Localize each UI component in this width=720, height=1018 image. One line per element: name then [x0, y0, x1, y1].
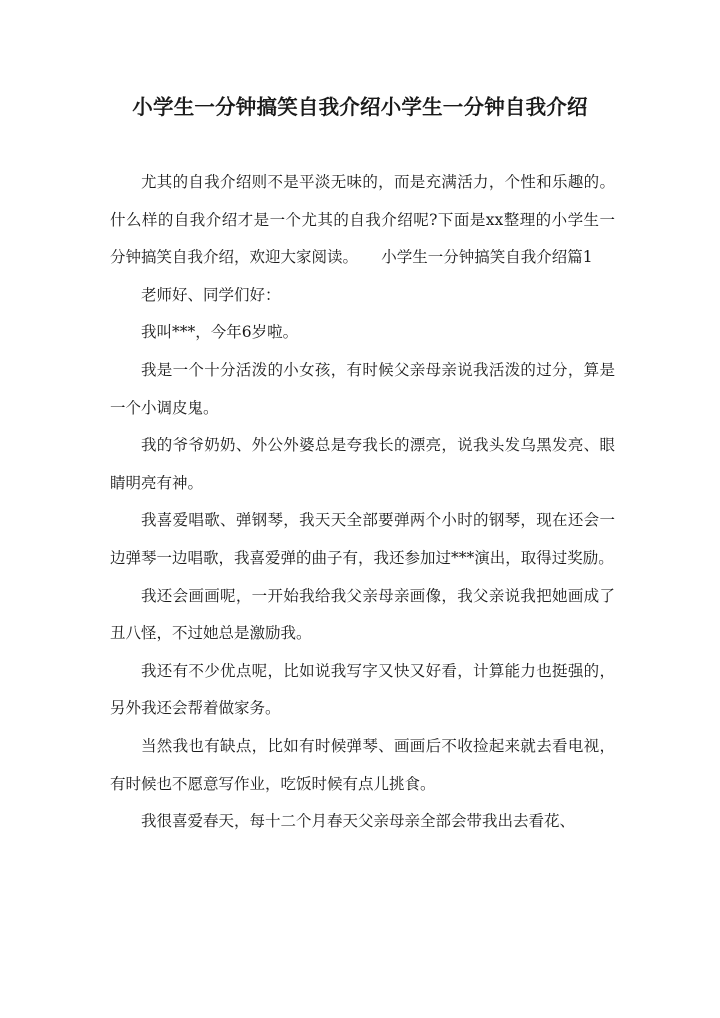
document-body: [110, 164, 615, 841]
paragraph-spring: 我很喜爱春天，每十二个月春天父亲母亲全部会带我出去看花、: [141, 812, 576, 831]
paragraph-name: 我叫***，今年6岁啦。: [141, 323, 299, 342]
paragraph-personality: 我是一个十分活泼的小女孩，有时候父亲母亲说我活泼的过分，算是一个小调皮鬼。: [110, 360, 615, 417]
paragraph-greeting: 老师好、同学们好：: [141, 285, 281, 304]
paragraph-weaknesses: 当然我也有缺点，比如有时候弹琴、画画后不收捡起来就去看电视，有时候也不愿意写作业，吃饭时候有点儿挑食。: [110, 736, 615, 793]
paragraph-drawing: 我还会画画呢，一开始我给我父亲母亲画像，我父亲说我把她画成了丑八怪，不过她总是激励我。: [110, 586, 615, 643]
paragraph-appearance: 我的爷爷奶奶、外公外婆总是夸我长的漂亮，说我头发乌黑发亮、眼睛明亮有神。: [110, 436, 615, 492]
paragraph-hobbies: 我喜爱唱歌、弹钢琴，我天天全部要弹两个小时的钢琴，现在还会一边弹琴一边唱歌，我喜爱弹的曲子有，我还参加过***演出，取得过奖励。: [110, 511, 615, 567]
paragraph-intro: 尤其的自我介绍则不是平淡无味的，而是充满活力，个性和乐趣的。什么样的自我介绍才是一个尤其的自我介绍呢?下面是xx整理的小学生一分钟搞笑自我介绍，欢迎大家阅读。 小学生一分钟搞笑自我介绍篇1: [110, 173, 615, 267]
document-title: 小学生一分钟搞笑自我介绍小学生一分钟自我介绍: [132, 95, 588, 119]
paragraph-strengths: 我还有不少优点呢，比如说我写字又快又好看，计算能力也挺强的，另外我还会帮着做家务。: [110, 661, 615, 718]
